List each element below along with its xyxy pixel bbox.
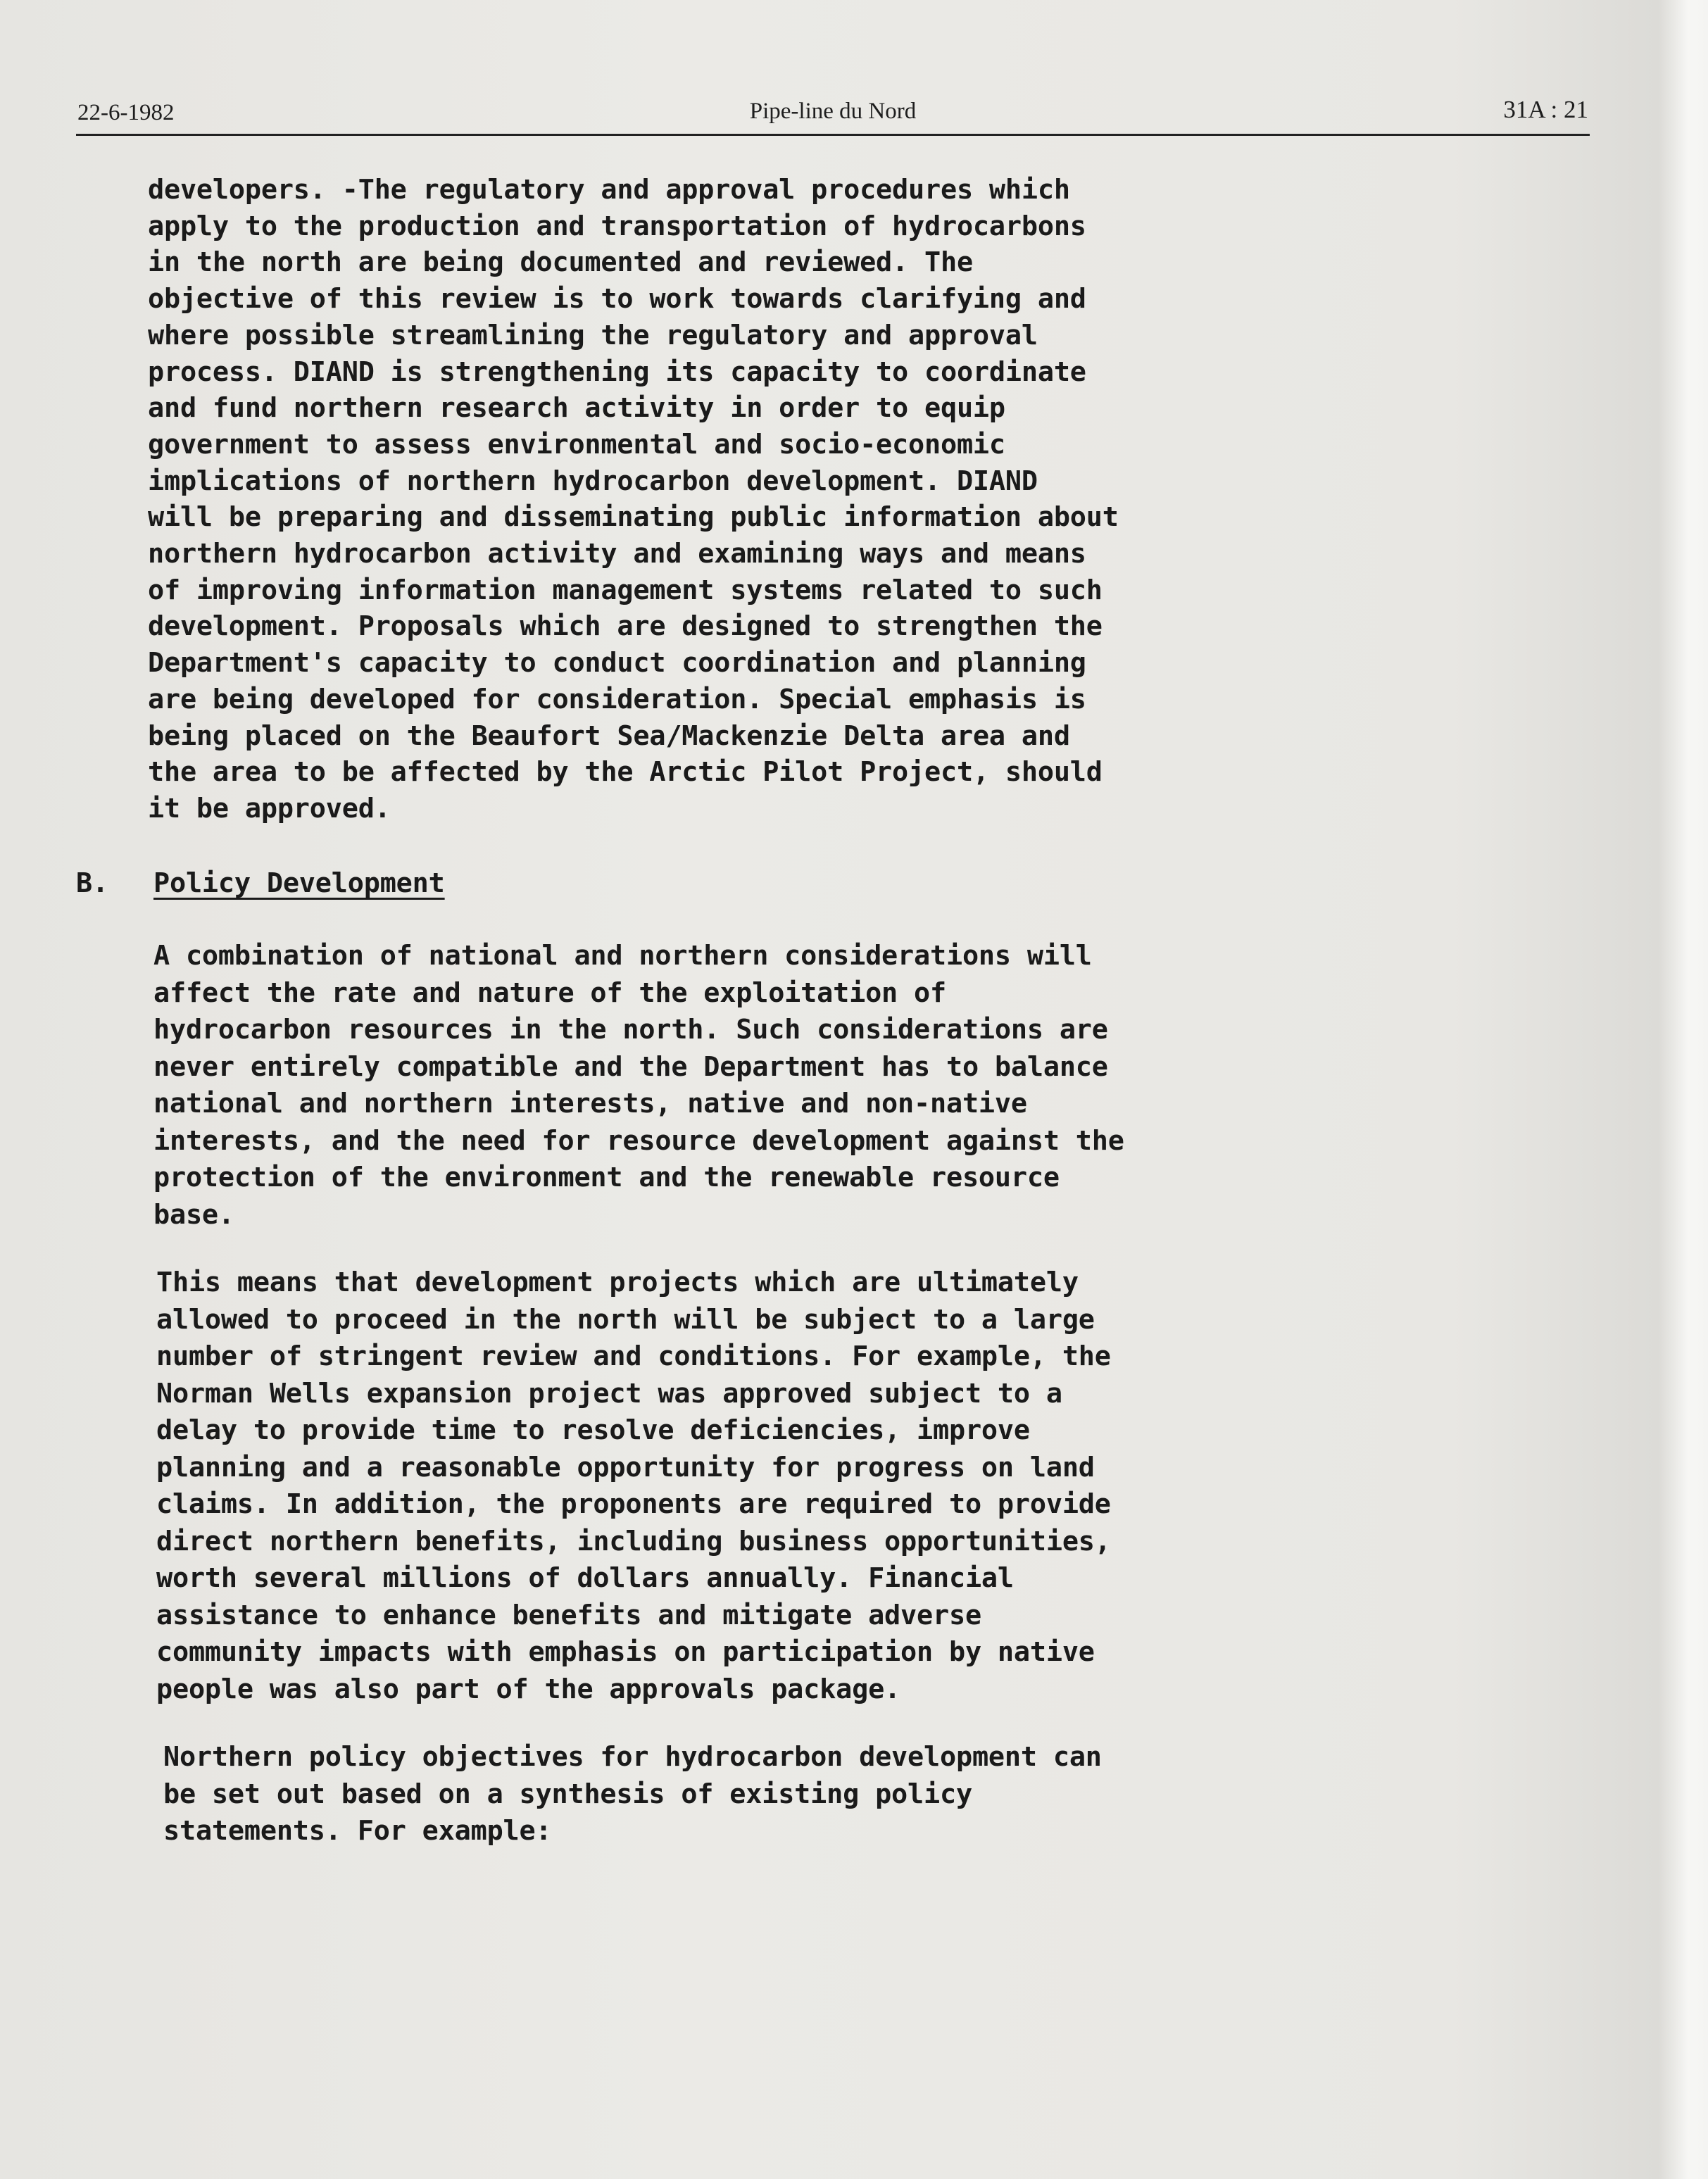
page-header — [76, 90, 1590, 136]
header-title: Pipe-line du Nord — [749, 99, 917, 124]
page-edge — [1659, 0, 1708, 2179]
paragraph-policy-objectives: Northern policy objectives for hydrocarbon development can be set out based on a synthesis of existing policy statements. For example: — [163, 1741, 1102, 1847]
header-page-number: 31A : 21 — [1503, 96, 1588, 123]
paragraph-regulatory-review: developers. -The regulatory and approval procedures which apply to the production and transportation of hydrocarbons in the north are being documented and reviewed. The objective of this review is to work towards clarifying and where possible streamlining the regulatory and approval process. DIAND is strengthening its capacity to coordinate and fund northern research activity in order to equip government to assess environmental and socio-economic implications of northern hydrocarbon development. DIAND will be preparing and disseminating public information about northern hydrocarbon activity and examining ways and means of improving information management systems related to such development. Proposals which are designed to strengthen the Department's capacity to conduct coordination and planning are being developed for consideration. Special emphasis is being placed on the Beaufort Sea/Mackenzie Delta area and the area to be affected by the Arctic Pilot Project, should it be approved. — [148, 174, 1119, 824]
paragraph-national-northern-considerations: A combination of national and northern considerations will affect the rate and nature of the exploitation of hydrocarbon resources in the north. Such considerations are never entirely compatible and the Department has to balance national and northern interests, native and non-native interests, and the need for resource development against the protection of the environment and the renewable resource base. — [153, 940, 1124, 1231]
section-number: B. — [76, 867, 108, 899]
header-date: 22-6-1982 — [77, 100, 175, 125]
section-title: Policy Development — [153, 867, 445, 899]
paragraph-development-projects: This means that development projects which are ultimately allowed to proceed in the north will be subject to a large number of stringent review and conditions. For example, the Norman Wells expansion project was approved subject to a delay to provide time to resolve deficiencies, improve planning and a reasonable opportunity for progress on land claims. In addition, the proponents are required to provide direct northern benefits, including business opportunities, worth several millions of dollars annually. Financial assistance to enhance benefits and mitigate adverse community impacts with emphasis on participation by native people was also part of the approvals package. — [156, 1267, 1111, 1705]
